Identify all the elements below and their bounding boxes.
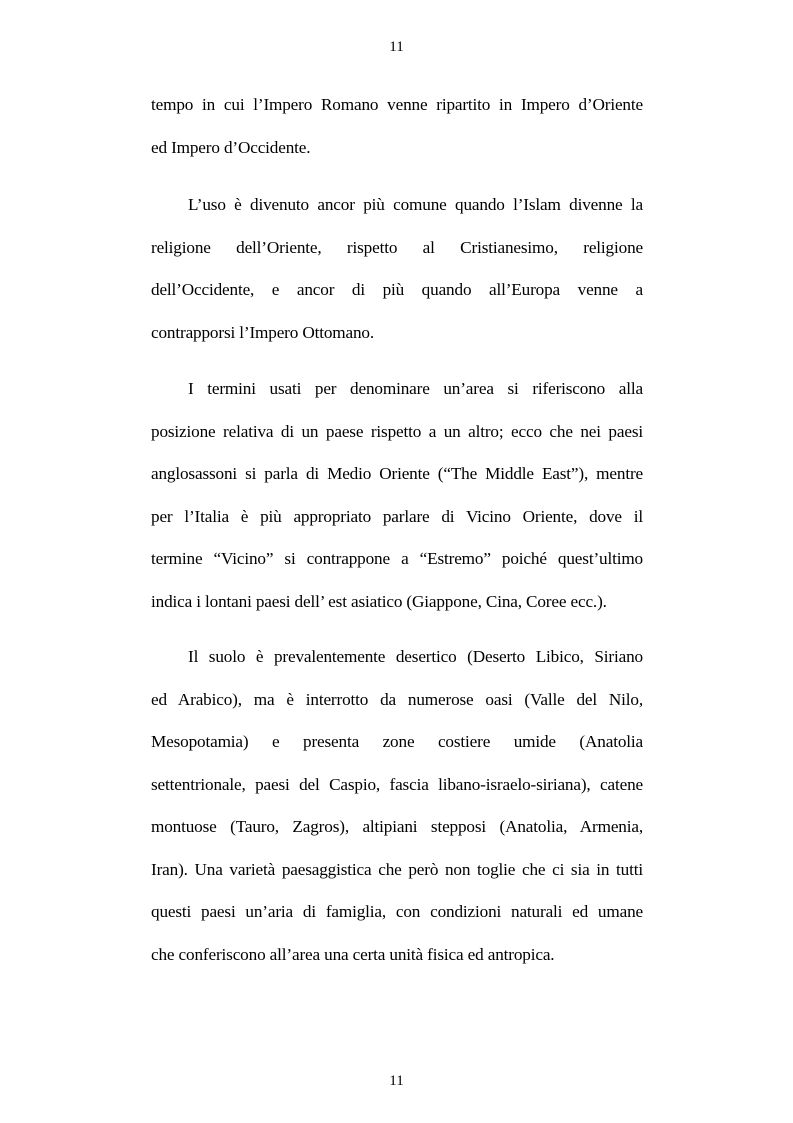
paragraph-line: L’uso è divenuto ancor più comune quando l’Islam divenne la [188,195,643,214]
header-page-number: 11 [389,39,404,55]
paragraph-2 [151,184,643,354]
paragraph-4 [151,636,643,976]
paragraph-line: settentrionale, paesi del Caspio, fascia libano-israelo-siriana), catene [151,774,643,794]
paragraph-line: indica i lontani paesi dell’ est asiatico (Giappone, Cina, Coree ecc.). [151,591,607,611]
paragraph-line: montuose (Tauro, Zagros), altipiani stepposi (Anatolia, Armenia, [151,817,643,836]
paragraph-line: che conferiscono all’area una certa unità fisica ed antropica. [151,944,555,964]
paragraph-line: religione dell’Oriente, rispetto al Cristianesimo, religione [151,237,643,257]
paragraph-line: Il suolo è prevalentemente desertico (Deserto Libico, Siriano [188,647,643,666]
paragraph-line: posizione relativa di un paese rispetto a un altro; ecco che nei paesi [151,421,643,441]
paragraph-line: per l’Italia è più appropriato parlare di Vicino Oriente, dove il [151,506,643,526]
paragraph-line: termine “Vicino” si contrappone a “Estremo” poiché quest’ultimo [151,549,643,568]
paragraph-line: contrapporsi l’Impero Ottomano. [151,322,375,342]
paragraph-line: Iran). Una varietà paesaggistica che però non toglie che ci sia in tutti [151,859,643,879]
paragraph-line: ed Arabico), ma è interrotto da numerose oasi (Valle del Nilo, [151,689,643,709]
paragraph-line: anglosassoni si parla di Medio Oriente (“The Middle East”), mentre [151,464,643,483]
paragraph-line: dell’Occidente, e ancor di più quando all’Europa venne a [151,280,643,299]
paragraph-line: I termini usati per denominare un’area si riferiscono alla [188,379,643,398]
footer-page-number: 11 [389,1073,404,1089]
paragraph-line: tempo in cui l’Impero Romano venne ripartito in Impero d’Oriente [151,95,643,114]
paragraph-3 [151,368,643,623]
paragraph-1 [151,84,643,169]
paragraph-line: Mesopotamia) e presenta zone costiere umide (Anatolia [151,732,643,751]
paragraph-line: ed Impero d’Occidente. [151,137,311,157]
paragraph-line: questi paesi un’aria di famiglia, con condizioni naturali ed umane [151,902,643,921]
